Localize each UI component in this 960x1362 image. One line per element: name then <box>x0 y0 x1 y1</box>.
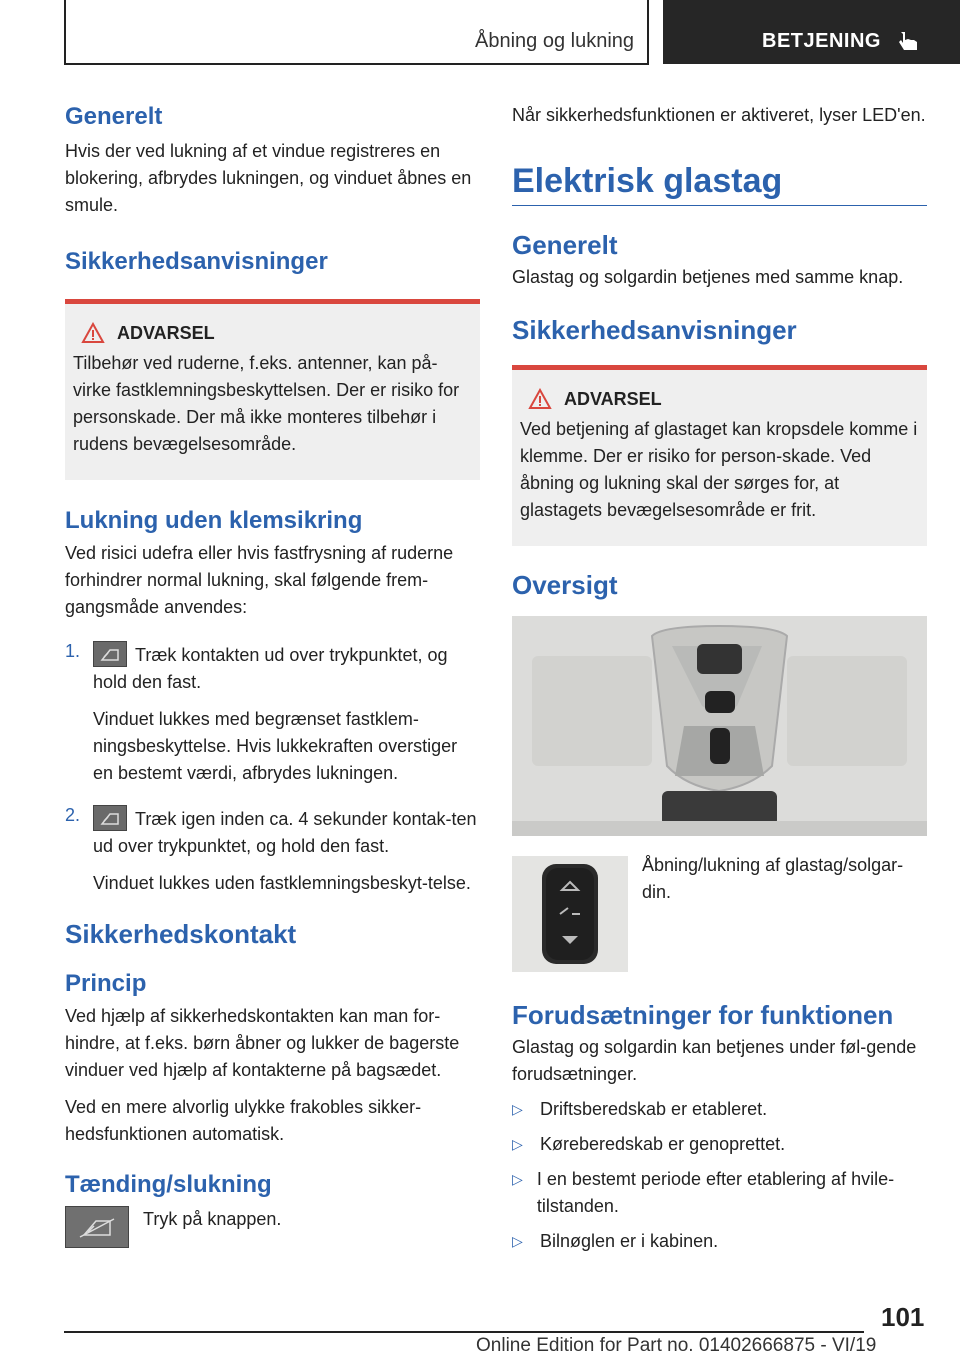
hand-pointer-icon <box>895 28 921 54</box>
text-generelt-right: Glastag og solgardin betjenes med samme knap. <box>512 267 904 287</box>
text-forudsaetninger: Glastag og solgardin kan betjenes under føl-gende forudsætninger. <box>512 1037 917 1084</box>
right-column <box>512 100 927 1255</box>
roof-switch-photo <box>512 856 628 972</box>
text-intro: Når sikkerhedsfunktionen er aktiveret, lyser LED'en. <box>512 105 926 125</box>
step-subtext: Vinduet lukkes med begrænset fastklem-ningsbeskyttelse. Hvis lukkekraften overstiger en bestemt værdi, afbrydes lukningen. <box>93 709 458 783</box>
step-number: 2. <box>65 805 81 825</box>
triangle-bullet-icon: ▷ <box>512 1233 523 1249</box>
header-rule-bottom <box>64 63 649 65</box>
footer-rule <box>64 1331 864 1333</box>
warning-triangle-icon <box>528 388 552 410</box>
heading-rule <box>512 205 927 206</box>
warning-title-text: ADVARSEL <box>117 322 215 343</box>
safety-switch-icon <box>65 1206 129 1248</box>
warning-text: Ved betjening af glastaget kan kropsdele komme i klemme. Der er risiko for person-skade. Ved åbning og lukning skal der sørges for, at glastagets bevægelsesområde er frit. <box>520 419 918 520</box>
header-rule-left <box>64 0 66 64</box>
window-switch-icon <box>93 641 127 667</box>
heading-forudsaetninger: Forudsætninger for funktionen <box>512 1000 894 1030</box>
footer-edition: Online Edition for Part no. 01402666875 - VI/19 <box>476 1335 877 1356</box>
heading-lukning-uden-klemsikring: Lukning uden klemsikring <box>65 507 363 534</box>
step-number: 1. <box>65 641 81 661</box>
step-text: Træk kontakten ud over trykpunktet, og hold den fast. <box>93 641 480 696</box>
switch-row <box>512 856 927 972</box>
text-generelt: Hvis der ved lukning af et vindue registreres en blokering, afbrydes lukningen, og vinduet åbnes en smule. <box>65 141 472 215</box>
text-taending: Tryk på knappen. <box>143 1209 282 1229</box>
ceiling-console-photo <box>512 616 927 836</box>
heading-elektrisk-glastag: Elektrisk glastag <box>512 162 783 200</box>
triangle-bullet-icon: ▷ <box>512 1171 523 1187</box>
step-subtext: Vinduet lukkes uden fastklemningsbeskyt-telse. <box>93 873 471 893</box>
window-switch-icon <box>93 805 127 831</box>
warning-title <box>528 388 919 410</box>
header-section-title: Åbning og lukning <box>475 30 635 52</box>
page-number: 101 <box>881 1302 925 1332</box>
heading-taending-slukning: Tænding/slukning <box>65 1171 272 1198</box>
bullet-list <box>512 1096 927 1255</box>
step-2 <box>65 805 480 897</box>
header-rule-divider <box>647 0 649 64</box>
heading-generelt-right: Generelt <box>512 230 618 260</box>
triangle-bullet-icon: ▷ <box>512 1136 523 1152</box>
text-lukning: Ved risici udefra eller hvis fastfrysning af ruderne forhindrer normal lukning, skal følgende frem-gangsmåde anvendes: <box>65 543 454 617</box>
heading-princip: Princip <box>65 970 147 997</box>
list-item: ▷ I en bestemt periode efter etablering af hvile-tilstanden. <box>512 1166 927 1220</box>
switch-caption: Åbning/lukning af glastag/solgar-din. <box>642 855 904 902</box>
list-item: ▷ Køreberedskab er genoprettet. <box>512 1131 927 1158</box>
header-chapter-title: BETJENING <box>762 30 881 52</box>
step-text: Træk igen inden ca. 4 sekunder kontak-ten ud over trykpunktet, og hold den fast. <box>93 805 480 860</box>
taending-row <box>65 1206 480 1248</box>
step-1 <box>65 641 480 787</box>
heading-sikkerhedskontakt: Sikkerhedskontakt <box>65 919 297 949</box>
warning-title <box>81 322 472 344</box>
warning-box <box>65 299 480 480</box>
warning-triangle-icon <box>81 322 105 344</box>
warning-box <box>512 365 927 546</box>
list-item: ▷ Driftsberedskab er etableret. <box>512 1096 927 1123</box>
heading-generelt: Generelt <box>65 103 163 130</box>
left-column <box>65 100 480 1248</box>
list-item: ▷ Bilnøglen er i kabinen. <box>512 1228 927 1255</box>
triangle-bullet-icon: ▷ <box>512 1101 523 1117</box>
text-princip-1: Ved hjælp af sikkerhedskontakten kan man for-hindre, at f.eks. børn åbner og lukker de bagerste vinduer ved hjælp af kontakterne på bagsædet. <box>65 1006 460 1080</box>
heading-sikkerhedsanvisninger-right: Sikkerhedsanvisninger <box>512 315 797 345</box>
warning-title-text: ADVARSEL <box>564 388 662 409</box>
heading-sikkerhedsanvisninger: Sikkerhedsanvisninger <box>65 248 328 275</box>
warning-text: Tilbehør ved ruderne, f.eks. antenner, kan på-virke fastklemningsbeskyttelsen. Der er risiko for personskade. Der må ikke monteres tilbehør i rudens bevægelsesområde. <box>73 353 460 454</box>
heading-oversigt: Oversigt <box>512 570 618 600</box>
text-princip-2: Ved en mere alvorlig ulykke frakobles sikker-hedsfunktionen automatisk. <box>65 1097 422 1144</box>
